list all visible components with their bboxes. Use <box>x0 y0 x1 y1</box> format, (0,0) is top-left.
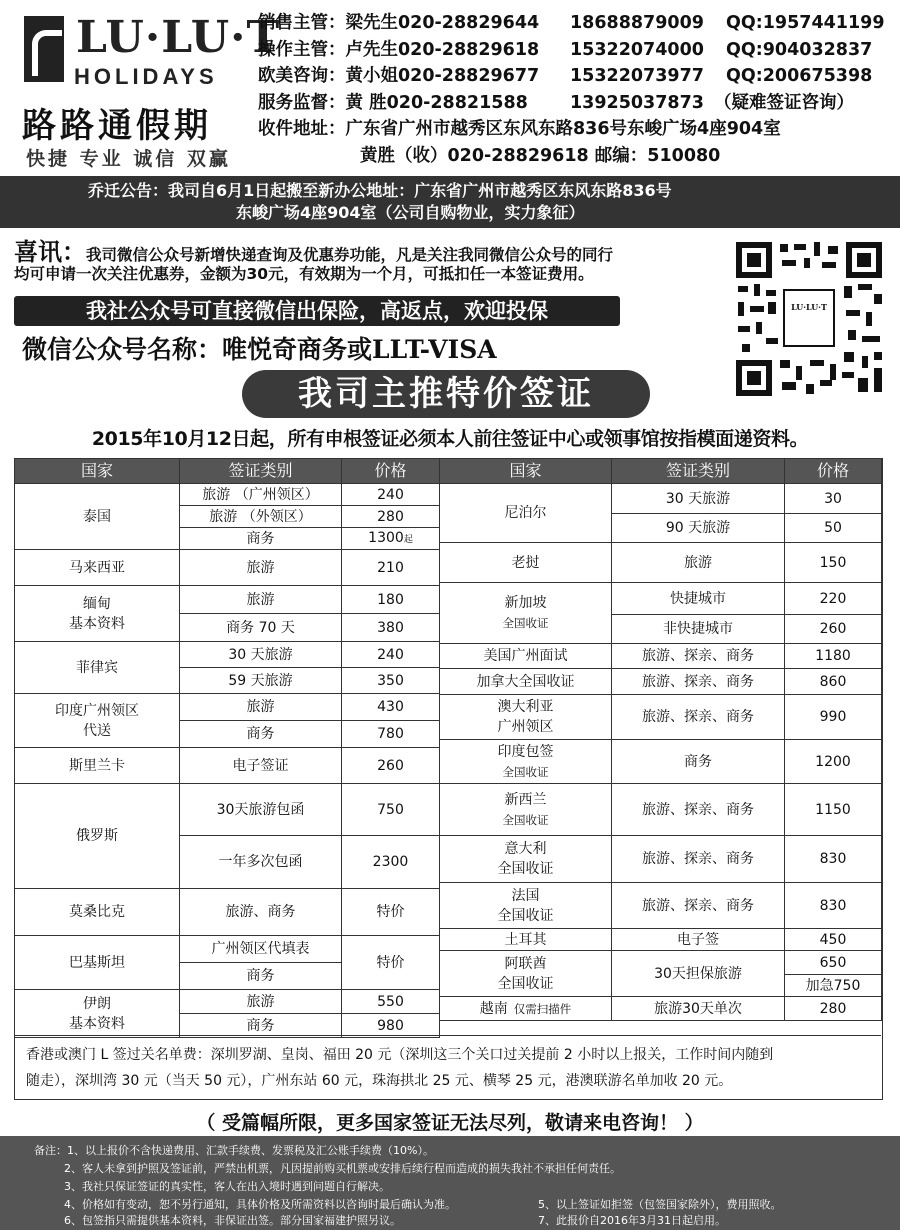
visa-type-cell: 旅游、探亲、商务 <box>612 784 785 836</box>
logo-slogan: 快捷 专业 诚信 双赢 <box>26 148 231 170</box>
price-cell: 550 <box>342 990 440 1014</box>
visa-type-cell: 商务 <box>180 721 342 748</box>
visa-type-cell: 旅游 <box>180 586 342 614</box>
visa-type-cell: 旅游 <box>612 543 785 583</box>
visa-type-cell: 商务 70 天 <box>180 614 342 642</box>
price-cell: 830 <box>785 883 882 929</box>
visa-type-cell: 非快捷城市 <box>612 615 785 644</box>
visa-type-cell: 旅游30天单次 <box>612 997 785 1021</box>
price-cell: 特价 <box>342 936 440 990</box>
visa-type-cell: 59 天旅游 <box>180 668 342 694</box>
visa-type-cell: 快捷城市 <box>612 583 785 615</box>
country-cell: 莫桑比克 <box>15 889 180 936</box>
price-cell: 260 <box>342 748 440 784</box>
remarks-block <box>0 1136 900 1230</box>
visa-type-cell: 90 天旅游 <box>612 514 785 543</box>
contact-row <box>258 10 898 37</box>
table-header-0: 国家 <box>15 459 180 484</box>
contact-row <box>258 37 898 64</box>
visa-type-cell: 旅游、探亲、商务 <box>612 644 785 669</box>
visa-price-table <box>14 458 883 1100</box>
remark-item: 7、此报价自2016年3月31日起启用。 <box>538 1214 726 1227</box>
price-cell: 1300起 <box>342 528 440 550</box>
country-note: 仅需扫描件 <box>513 1001 572 1016</box>
contact-mobile: 18688879009 <box>570 13 704 33</box>
price-cell: 980 <box>342 1014 440 1038</box>
address: 收件地址：广东省广州市越秀区东风东路836号东峻广场4座904室 <box>258 119 781 140</box>
contact-row <box>258 90 898 117</box>
news-line-1: 我司微信公众号新增快递查询及优惠券功能，凡是关注我同微信公众号的同行 <box>86 246 614 264</box>
price-cell: 280 <box>785 997 882 1021</box>
qr-code-icon <box>734 240 884 398</box>
country-cell: 法国 全国收证 <box>440 883 612 929</box>
country-cell: 新加坡 全国收证 <box>440 583 612 644</box>
visa-type-cell: 30天旅游包函 <box>180 784 342 836</box>
price-cell: 240 <box>342 642 440 668</box>
visa-type-cell: 商务 <box>180 1014 342 1038</box>
hk-macau-note-line-1: 香港或澳门 L 签过关名单费：深圳罗湖、皇岗、福田 20 元（深圳这三个关口过关提前 2 小时以上报关，工作时间内随到 <box>26 1047 774 1063</box>
country-note: 全国收证 <box>502 764 549 779</box>
contact-name: 服务监督：黄 胜020-28821588 <box>258 92 528 113</box>
remark-item: 4、价格如有变动，恕不另行通知，具体价格及所需资料以咨询时最后确认为准。 <box>64 1198 456 1211</box>
contact-qq: QQ:1957441199 <box>726 13 885 33</box>
price-cell: 150 <box>785 543 882 583</box>
country-cell: 美国广州面试 <box>440 644 612 669</box>
insurance-banner: 我社公众号可直接微信出保险，高返点，欢迎投保 <box>14 296 620 326</box>
wechat-qr-code[interactable] <box>734 240 884 398</box>
visa-type-cell: 商务 <box>612 740 785 784</box>
country-cell: 尼泊尔 <box>440 484 612 543</box>
price-cell: 30 <box>785 484 882 514</box>
price-cell: 830 <box>785 836 882 883</box>
country-cell: 斯里兰卡 <box>15 748 180 784</box>
promo-banner: 我司主推特价签证 <box>242 370 650 418</box>
price-cell: 50 <box>785 514 882 543</box>
visa-type-cell: 旅游 （外领区） <box>180 506 342 528</box>
country-cell: 巴基斯坦 <box>15 936 180 990</box>
country-cell: 印度广州领区 代送 <box>15 694 180 748</box>
contact-row <box>258 63 898 90</box>
news-line-2: 均可申请一次关注优惠券，金额为30元，有效期为一个月，可抵扣任一本签证费用。 <box>14 265 594 283</box>
price-cell: 1150 <box>785 784 882 836</box>
schengen-requirement: 2015年10月12日起，所有申根签证必须本人前往签证中心或领事馆按指模面递资料。 <box>91 428 809 450</box>
price-cell: 240 <box>342 484 440 506</box>
visa-type-cell: 电子签证 <box>180 748 342 784</box>
price-cell: 350 <box>342 668 440 694</box>
contact-name: 欧美咨询：黄小姐020-28829677 <box>258 66 540 87</box>
visa-type-cell: 旅游、探亲、商务 <box>612 695 785 740</box>
price-cell: 280 <box>342 506 440 528</box>
price-cell: 450 <box>785 929 882 951</box>
wechat-account-name: 微信公众号名称：唯悦奇商务或LLT-VISA <box>22 335 497 364</box>
space-limit-note: （ 受篇幅所限，更多国家签证无法尽列，敬请来电咨询！ ） <box>196 1112 704 1134</box>
contact-block <box>258 10 898 170</box>
hk-macau-note <box>14 1035 881 1098</box>
notice-line-2: 东峻广场4座904室（公司自购物业，实力象征） <box>236 203 585 222</box>
remark-item: 6、包签指只需提供基本资料，非保证出签。部分国家福建护照另议。 <box>64 1214 401 1227</box>
visa-type-cell: 电子签 <box>612 929 785 951</box>
news-block <box>14 232 726 284</box>
price-cell: 380 <box>342 614 440 642</box>
remark-item: 备注：1、以上报价不含快递费用、汇款手续费、发票税及汇公账手续费（10%）。 <box>34 1144 434 1157</box>
relocation-notice <box>0 176 900 228</box>
country-cell: 泰国 <box>15 484 180 550</box>
contact-note: （疑难签证咨询） <box>714 92 854 113</box>
country-cell: 马来西亚 <box>15 550 180 586</box>
country-cell: 越南 仅需扫描件 <box>440 997 612 1021</box>
visa-type-cell: 旅游、探亲、商务 <box>612 669 785 695</box>
table-header-5: 价格 <box>785 459 882 484</box>
country-cell: 老挝 <box>440 543 612 583</box>
country-cell: 菲律宾 <box>15 642 180 694</box>
price-cell: 加急750 <box>785 975 882 997</box>
hk-macau-note-line-2: 随走），深圳湾 30 元（当天 50 元），广州东站 60 元，珠海拱北 25 元、横琴 25 元，港澳联游名单加收 20 元。 <box>26 1073 733 1089</box>
table-header-2: 价格 <box>342 459 440 484</box>
visa-type-cell: 30天担保旅游 <box>612 951 785 997</box>
receiver-row <box>258 143 898 170</box>
table-header-4: 签证类别 <box>612 459 785 484</box>
visa-type-cell: 旅游 <box>180 990 342 1014</box>
visa-type-cell: 旅游、探亲、商务 <box>612 883 785 929</box>
country-note: 全国收证 <box>502 616 549 630</box>
price-cell: 750 <box>342 784 440 836</box>
country-cell: 土耳其 <box>440 929 612 951</box>
visa-type-cell: 旅游、探亲、商务 <box>612 836 785 883</box>
contact-name: 销售主管：梁先生020-28829644 <box>258 13 540 33</box>
country-cell: 阿联酋 全国收证 <box>440 951 612 997</box>
visa-type-cell: 商务 <box>180 528 342 550</box>
contact-mobile: 15322073977 <box>570 66 704 87</box>
visa-type-cell: 旅游、商务 <box>180 889 342 936</box>
receiver: 黄胜（收）020-28829618 邮编：510080 <box>360 145 721 166</box>
logo-english: LU·LU·T <box>76 12 281 63</box>
country-cell: 俄罗斯 <box>15 784 180 889</box>
contact-mobile: 13925037873 <box>570 92 704 113</box>
price-cell: 1200 <box>785 740 882 784</box>
price-cell: 210 <box>342 550 440 586</box>
price-cell: 430 <box>342 694 440 721</box>
logo-chinese: 路路通假期 <box>22 106 212 146</box>
visa-type-cell: 广州领区代填表 <box>180 936 342 963</box>
notice-line-1: 乔迁公告：我司自6月1日起搬至新办公地址：广东省广州市越秀区东风东路836号 <box>88 181 672 200</box>
contact-qq: QQ:904032837 <box>726 39 873 60</box>
visa-type-cell: 一年多次包函 <box>180 836 342 889</box>
address-row <box>258 116 898 143</box>
logo-mark-icon <box>24 16 64 82</box>
price-cell: 2300 <box>342 836 440 889</box>
price-cell: 220 <box>785 583 882 615</box>
table-header-3: 国家 <box>440 459 612 484</box>
visa-type-cell: 30 天旅游 <box>180 642 342 668</box>
remark-item: 3、我社只保证签证的真实性，客人在出入境时遇到问题自行解决。 <box>64 1180 390 1193</box>
logo-subtitle: HOLIDAYS <box>74 64 218 89</box>
contact-mobile: 15322074000 <box>570 39 704 60</box>
country-cell: 伊朗 基本资料 <box>15 990 180 1038</box>
company-logo <box>18 12 281 172</box>
price-cell: 特价 <box>342 889 440 936</box>
news-heading: 喜讯： <box>14 237 86 266</box>
country-cell: 澳大利亚 广州领区 <box>440 695 612 740</box>
visa-type-cell: 30 天旅游 <box>612 484 785 514</box>
country-cell: 新西兰 全国收证 <box>440 784 612 836</box>
visa-type-cell: 旅游 （广州领区） <box>180 484 342 506</box>
price-cell: 780 <box>342 721 440 748</box>
remark-item: 5、以上签证如拒签（包签国家除外），费用照收。 <box>538 1198 782 1211</box>
visa-type-cell: 商务 <box>180 963 342 990</box>
country-cell: 缅甸 基本资料 <box>15 586 180 642</box>
country-cell: 印度包签 全国收证 <box>440 740 612 784</box>
qr-center-logo: LU·LU·T <box>791 302 827 312</box>
contact-name: 操作主管：卢先生020-28829618 <box>258 39 540 60</box>
price-cell: 990 <box>785 695 882 740</box>
price-cell: 260 <box>785 615 882 644</box>
contact-qq: QQ:200675398 <box>726 66 873 87</box>
visa-type-cell: 旅游 <box>180 550 342 586</box>
country-cell: 加拿大全国收证 <box>440 669 612 695</box>
price-cell: 1180 <box>785 644 882 669</box>
country-cell: 意大利 全国收证 <box>440 836 612 883</box>
table-header-1: 签证类别 <box>180 459 342 484</box>
price-cell: 860 <box>785 669 882 695</box>
price-cell: 650 <box>785 951 882 975</box>
country-note: 全国收证 <box>502 812 549 827</box>
visa-type-cell: 旅游 <box>180 694 342 721</box>
price-cell: 180 <box>342 586 440 614</box>
remark-item: 2、客人未拿到护照及签证前，严禁出机票，凡因提前购买机票或安排后续行程而造成的损失我社不承担任何责任。 <box>64 1162 621 1175</box>
